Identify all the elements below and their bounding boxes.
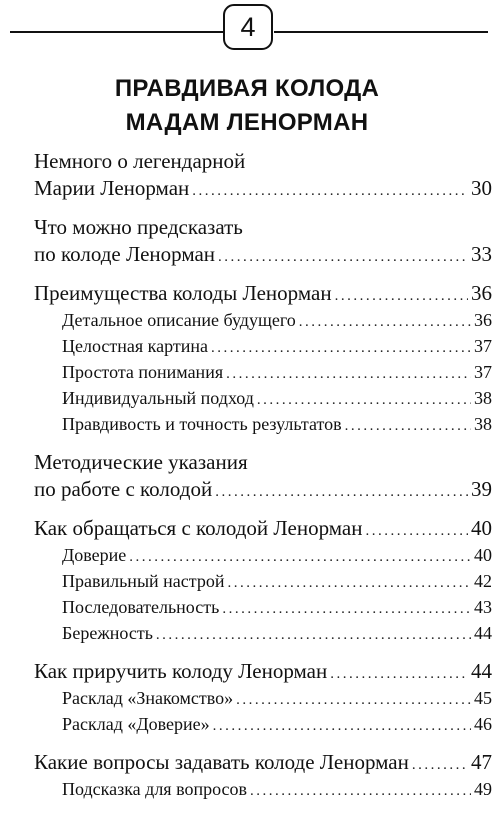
toc-subentry: [34, 542, 492, 568]
toc-subentry-label: Подсказка для вопросов: [62, 779, 248, 799]
dot-leader: [226, 361, 471, 387]
toc-entry-text: [34, 175, 492, 202]
toc-subentry-label: Индивидуальный подход: [62, 388, 254, 408]
toc-entry-text: [34, 449, 492, 476]
header-rule-right: [274, 31, 488, 33]
toc-page-number: 30: [471, 176, 492, 200]
toc-entry-label: Что можно предсказать: [34, 215, 243, 239]
dot-leader: [192, 178, 468, 205]
toc-page-number: 43: [474, 597, 492, 617]
toc-entry-text: [34, 749, 492, 776]
toc-entry-label: Немного о легендарной: [34, 149, 246, 173]
toc-entry-label: по работе с колодой: [34, 477, 213, 501]
toc-page-number: 36: [471, 281, 492, 305]
toc-subentry: [34, 685, 492, 711]
toc-entry-label: Марии Ленорман: [34, 176, 190, 200]
toc-subentry-label: Целостная картина: [62, 336, 209, 356]
dot-leader: [330, 661, 468, 688]
toc-subentry: [34, 776, 492, 802]
toc-entry-handling-deck: [34, 515, 492, 646]
toc-entry-taming-deck: [34, 658, 492, 737]
section-title: [0, 72, 494, 140]
toc-entry-label: Методические указания: [34, 450, 248, 474]
toc-entry-predictions: [34, 214, 492, 268]
toc-page-number: 45: [474, 688, 492, 708]
dot-leader: [211, 335, 471, 361]
toc-subentry: [34, 359, 492, 385]
dot-leader: [213, 713, 471, 739]
dot-leader: [335, 283, 468, 310]
toc-subentry-label: Правдивость и точность результатов: [62, 414, 342, 434]
toc-entry-text: [34, 241, 492, 268]
dot-leader: [228, 570, 471, 596]
toc-entry-guidelines: [34, 449, 492, 503]
toc-entry-label: Преимущества колоды Ленорман: [34, 281, 332, 305]
dot-leader: [222, 596, 471, 622]
toc-subentry: [34, 333, 492, 359]
toc-subentry: [34, 307, 492, 333]
toc-subentry-label: Детальное описание будущего: [62, 310, 296, 330]
toc-entry-text: [34, 148, 492, 175]
toc-entry-text: [34, 280, 492, 307]
section-title-line-1: ПРАВДИВАЯ КОЛОДА: [114, 75, 380, 102]
toc-entry-label: по колоде Ленорман: [34, 242, 216, 266]
toc-page-number: 38: [474, 414, 492, 434]
toc-subentry: [34, 711, 492, 737]
toc-subentry-label: Расклад «Доверие»: [62, 714, 210, 734]
toc-entry-label: Какие вопросы задавать колоде Ленорман: [34, 750, 409, 774]
toc-entry-text: [34, 214, 492, 241]
toc-page-number: 44: [474, 623, 492, 643]
toc-subentry-label: Бережность: [62, 623, 153, 643]
page-number-badge: [223, 4, 273, 50]
dot-leader: [250, 778, 471, 804]
toc-subentry-label: Расклад «Знакомство»: [62, 688, 234, 708]
toc-subentry-label: Правильный настрой: [62, 571, 225, 591]
toc-subentry-label: Последовательность: [62, 597, 220, 617]
table-of-contents: [34, 148, 492, 814]
dot-leader: [129, 544, 471, 570]
dot-leader: [218, 244, 468, 271]
toc-page-number: 38: [474, 388, 492, 408]
dot-leader: [156, 622, 471, 648]
toc-subentry: [34, 620, 492, 646]
dot-leader: [215, 479, 468, 506]
toc-subentry-label: Простота понимания: [62, 362, 224, 382]
toc-page-number: 42: [474, 571, 492, 591]
toc-page-number: 47: [471, 750, 492, 774]
toc-entry-questions: [34, 749, 492, 802]
toc-page-number: 40: [474, 545, 492, 565]
dot-leader: [257, 387, 471, 413]
dot-leader: [299, 309, 471, 335]
toc-page-number: 44: [471, 659, 492, 683]
toc-entry-advantages: [34, 280, 492, 437]
toc-entry-text: [34, 658, 492, 685]
toc-page-number: 39: [471, 477, 492, 501]
toc-entry-text: [34, 476, 492, 503]
dot-leader: [412, 752, 468, 779]
toc-page-number: 37: [474, 362, 492, 382]
toc-entry-text: [34, 515, 492, 542]
page-header: [0, 0, 494, 60]
toc-subentry: [34, 568, 492, 594]
toc-subentry: [34, 385, 492, 411]
header-rule-left: [10, 31, 223, 33]
toc-subentry: [34, 411, 492, 437]
section-title-line-2: МАДАМ ЛЕНОРМАН: [125, 109, 369, 136]
dot-leader: [236, 687, 471, 713]
toc-subentry: [34, 594, 492, 620]
dot-leader: [345, 413, 471, 439]
dot-leader: [365, 518, 468, 545]
toc-subentry-label: Доверие: [62, 545, 127, 565]
toc-page-number: 33: [471, 242, 492, 266]
toc-entry-lenormand-biography: [34, 148, 492, 202]
toc-page-number: 46: [474, 714, 492, 734]
toc-entry-label: Как обращаться с колодой Ленорман: [34, 516, 363, 540]
toc-page-number: 36: [474, 310, 492, 330]
toc-page-number: 40: [471, 516, 492, 540]
toc-page-number: 37: [474, 336, 492, 356]
toc-entry-label: Как приручить колоду Ленорман: [34, 659, 328, 683]
page-number: 4: [240, 11, 256, 42]
toc-page-number: 49: [474, 779, 492, 799]
